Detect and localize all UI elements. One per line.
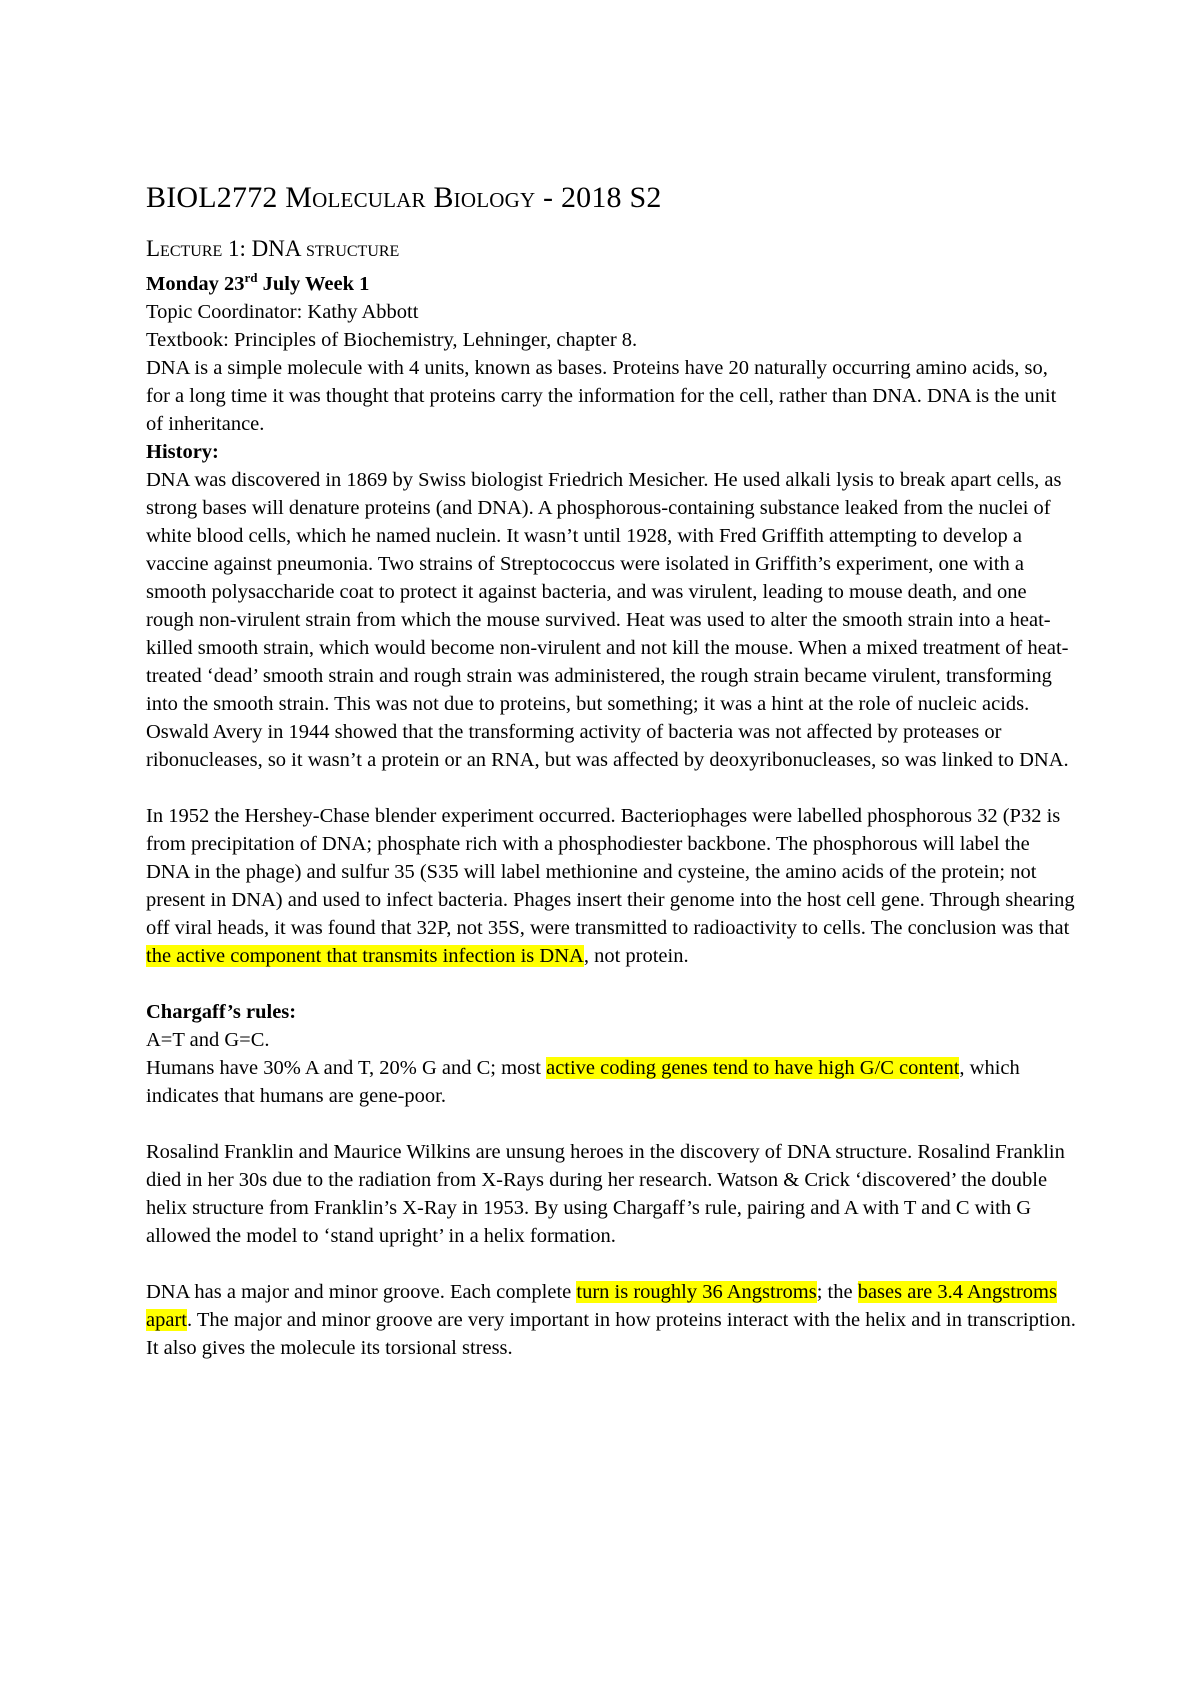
- lecture-heading: Lecture 1: DNA structure: [146, 236, 400, 261]
- history-heading: History:: [146, 441, 219, 463]
- groove-text-mid: ; the: [816, 1281, 858, 1303]
- history-paragraph-griffith: DNA was discovered in 1869 by Swiss biologist Friedrich Mesicher. He used alkali lysis to break apart cells, as strong bases will denature proteins (and DNA). A phosphorous-containing substance leaked from the nuclei of white blood cells, which he named nuclein. It wasn’t until 1928, with Fred Griffith attempting to develop a vaccine against pneumonia. Two strains of Streptococcus were isolated in Griffith’s experiment, one with a smooth polysaccharide coat to protect it against bacteria, and was virulent, leading to mouse death, and one rough non-virulent strain from which the mouse survived. Heat was used to alter the smooth strain into a heat-killed smooth strain, which would become non-virulent and not kill the mouse. When a mixed treatment of heat-treated ‘dead’ smooth strain and rough strain was administered, the rough strain became virulent, transforming into the smooth strain. This was not due to proteins, but something; it was a hint at the role of nucleic acids.: [146, 469, 1069, 715]
- document-title: BIOL2772 Molecular Biology - 2018 S2: [146, 181, 662, 214]
- hershey-text: In 1952 the Hershey-Chase blender experiment occurred. Bacteriophages were labelled phosphorous 32 (P32 is from precipitation of DNA; phosphate rich with a phosphodiester backbone. The phosphorous will label the DNA in the phage) and sulfur 35 (S35 will label methionine and cysteine, the amino acids of the protein; not present in DNA) and used to infect bacteria. Phages insert their genome into the host cell gene. Through shearing off viral heads, it was found that 32P, not 35S, were transmitted to radioactivity to cells. The conclusion was that: [146, 805, 1075, 939]
- history-paragraph-avery: Oswald Avery in 1944 showed that the transforming activity of bacteria was not affected by proteases or ribonucleases, so it wasn’t a protein or an RNA, but was affected by deoxyribonucleases, so was linked to DNA.: [146, 721, 1069, 771]
- highlighted-text: turn is roughly 36 Angstroms: [576, 1281, 817, 1303]
- groove-paragraph: [146, 1278, 1076, 1362]
- date-rest: July Week 1: [257, 273, 370, 295]
- chargaff-heading: Chargaff’s rules:: [146, 1001, 297, 1023]
- groove-text-end: . The major and minor groove are very important in how proteins interact with the helix and in transcription. It also gives the molecule its torsional stress.: [146, 1309, 1076, 1359]
- paragraph-gap: [146, 774, 1076, 802]
- date-ordinal: rd: [244, 270, 258, 286]
- hershey-chase-paragraph: [146, 802, 1076, 970]
- franklin-paragraph: Rosalind Franklin and Maurice Wilkins are unsung heroes in the discovery of DNA structure. Rosalind Franklin died in her 30s due to the radiation from X-Rays during her research. Watson & Crick ‘discovered’ the double helix structure from Franklin’s X-Ray in 1953. By using Chargaff’s rule, pairing and A with T and C with G allowed the model to ‘stand upright’ in a helix formation.: [146, 1141, 1065, 1247]
- intro-paragraph: DNA is a simple molecule with 4 units, known as bases. Proteins have 20 naturally occurring amino acids, so, for a long time it was thought that proteins carry the information for the cell, rather than DNA. DNA is the unit of inheritance.: [146, 357, 1057, 435]
- highlighted-text: active coding genes tend to have high G/C content: [546, 1057, 960, 1079]
- topic-coordinator: Topic Coordinator: Kathy Abbott: [146, 301, 419, 323]
- highlighted-text: the active component that transmits infection is DNA: [146, 945, 584, 967]
- paragraph-gap: [146, 1110, 1076, 1138]
- chargaff-text-end: , which indicates that humans are gene-poor.: [146, 1057, 1020, 1107]
- chargaff-text: Humans have 30% A and T, 20% G and C; most: [146, 1057, 547, 1079]
- groove-text: DNA has a major and minor groove. Each complete: [146, 1281, 577, 1303]
- lecture-date: [146, 270, 1076, 298]
- paragraph-gap: [146, 1250, 1076, 1278]
- highlighted-text: bases are 3.4 Angstroms apart: [146, 1281, 1057, 1331]
- paragraph-gap: [146, 970, 1076, 998]
- hershey-text-end: , not protein.: [583, 945, 689, 967]
- date-day: Monday 23: [146, 273, 245, 295]
- chargaff-rule: A=T and G=C.: [146, 1029, 270, 1051]
- document-body: [146, 180, 1076, 1362]
- textbook-reference: Textbook: Principles of Biochemistry, Lehninger, chapter 8.: [146, 329, 638, 351]
- chargaff-paragraph: [146, 1054, 1076, 1110]
